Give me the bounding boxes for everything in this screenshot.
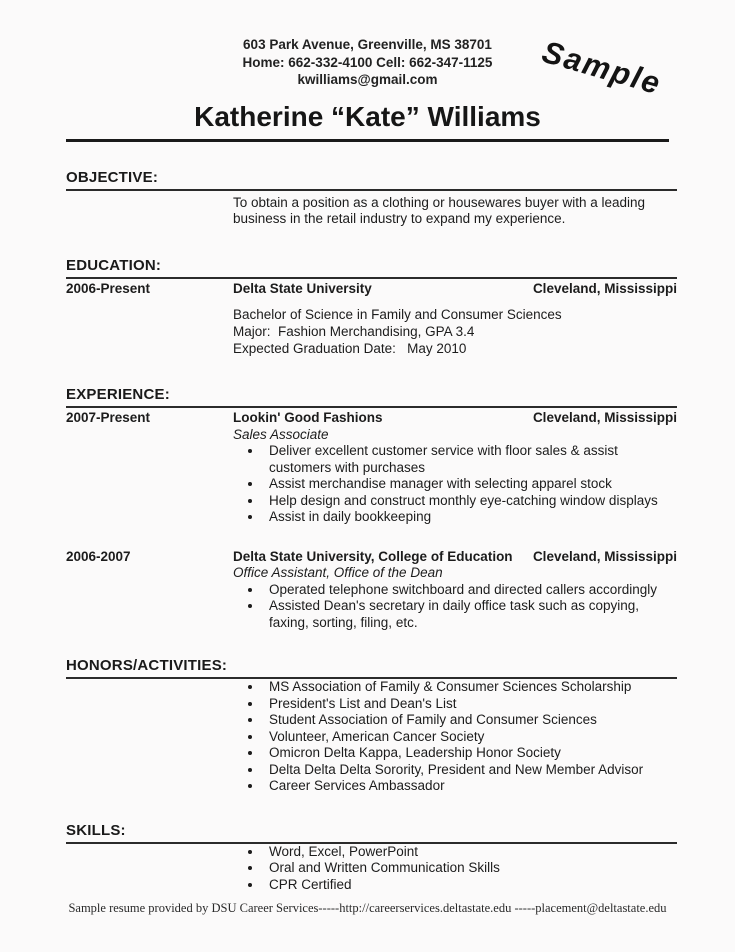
honors-bullet-list xyxy=(245,679,677,795)
bullet-item: • Student Association of Family and Consumer Sciences xyxy=(263,712,677,729)
bullet-item: • Word, Excel, PowerPoint xyxy=(263,844,677,861)
email-line: kwilliams@gmail.com xyxy=(297,72,438,87)
section-title-experience: EXPERIENCE: xyxy=(66,386,677,408)
experience-employer: Lookin' Good Fashions xyxy=(233,410,383,426)
experience-bullet-list xyxy=(245,443,677,526)
education-entry xyxy=(66,281,677,298)
experience-role: Sales Associate xyxy=(233,426,329,442)
education-dates: 2006-Present xyxy=(66,280,151,296)
experience-location: Cleveland, Mississippi xyxy=(532,410,677,426)
experience-role: Office Assistant, Office of the Dean xyxy=(233,565,443,581)
objective-text: To obtain a position as a clothing or housewares buyer with a leading business in the retail industry to expand my experience. xyxy=(233,194,646,226)
education-major: Major: Fashion Merchandising, GPA 3.4 xyxy=(233,323,475,339)
bullet-item: • Assisted Dean's secretary in daily office task such as copying, faxing, sorting, filing, etc. xyxy=(263,598,677,631)
section-honors xyxy=(66,657,677,795)
section-title-honors: HONORS/ACTIVITIES: xyxy=(66,657,677,679)
bullet-item: • MS Association of Family & Consumer Sciences Scholarship xyxy=(263,679,677,696)
footer-note: Sample resume provided by DSU Career Services-----http://careerservices.deltastate.edu -----placement@deltastate.edu xyxy=(68,901,667,915)
name-divider xyxy=(66,139,669,142)
bullet-item: • Assist in daily bookkeeping xyxy=(263,509,677,526)
bullet-item: • Volunteer, American Cancer Society xyxy=(263,729,677,746)
bullet-item: • Delta Delta Delta Sorority, President and New Member Advisor xyxy=(263,762,677,779)
experience-dates: 2006-2007 xyxy=(66,548,131,564)
bullet-item: • Omicron Delta Kappa, Leadership Honor Society xyxy=(263,745,677,762)
experience-bullet-list xyxy=(245,582,677,632)
experience-location: Cleveland, Mississippi xyxy=(532,548,677,564)
bullet-item: • Assist merchandise manager with selecting apparel stock xyxy=(263,476,677,493)
experience-entry xyxy=(66,410,677,526)
phone-line: Home: 662-332-4100 Cell: 662-347-1125 xyxy=(242,54,493,70)
section-experience xyxy=(66,386,677,631)
experience-entry xyxy=(66,549,677,632)
section-title-education: EDUCATION: xyxy=(66,257,677,279)
resume-body xyxy=(0,169,735,894)
bullet-item: • Operated telephone switchboard and directed callers accordingly xyxy=(263,582,677,599)
bullet-item: • Help design and construct monthly eye-catching window displays xyxy=(263,493,677,510)
candidate-name: Katherine “Kate” Williams xyxy=(194,100,541,132)
bullet-item: • Oral and Written Communication Skills xyxy=(263,860,677,877)
experience-entry-header xyxy=(66,549,677,566)
education-location: Cleveland, Mississippi xyxy=(532,280,677,296)
education-details xyxy=(233,307,677,357)
section-skills xyxy=(66,822,677,894)
section-education xyxy=(66,257,677,358)
experience-dates: 2007-Present xyxy=(66,410,151,426)
bullet-item: • President's List and Dean's List xyxy=(263,696,677,713)
bullet-item: • CPR Certified xyxy=(263,877,677,894)
education-graduation: Expected Graduation Date: May 2010 xyxy=(233,340,467,356)
sample-watermark: Sample xyxy=(538,34,666,102)
skills-bullet-list xyxy=(245,844,677,894)
experience-employer: Delta State University, College of Education xyxy=(233,548,513,564)
bullet-item: • Career Services Ambassador xyxy=(263,778,677,795)
experience-entry-header xyxy=(66,410,677,427)
bullet-item: • Deliver excellent customer service with floor sales & assist customers with purchases xyxy=(263,443,677,476)
section-title-skills: SKILLS: xyxy=(66,822,677,844)
section-title-objective: OBJECTIVE: xyxy=(66,169,677,191)
address-line: 603 Park Avenue, Greenville, MS 38701 xyxy=(243,37,492,52)
education-school: Delta State University xyxy=(233,280,372,296)
section-objective xyxy=(66,169,677,228)
education-degree: Bachelor of Science in Family and Consumer Sciences xyxy=(233,307,562,322)
